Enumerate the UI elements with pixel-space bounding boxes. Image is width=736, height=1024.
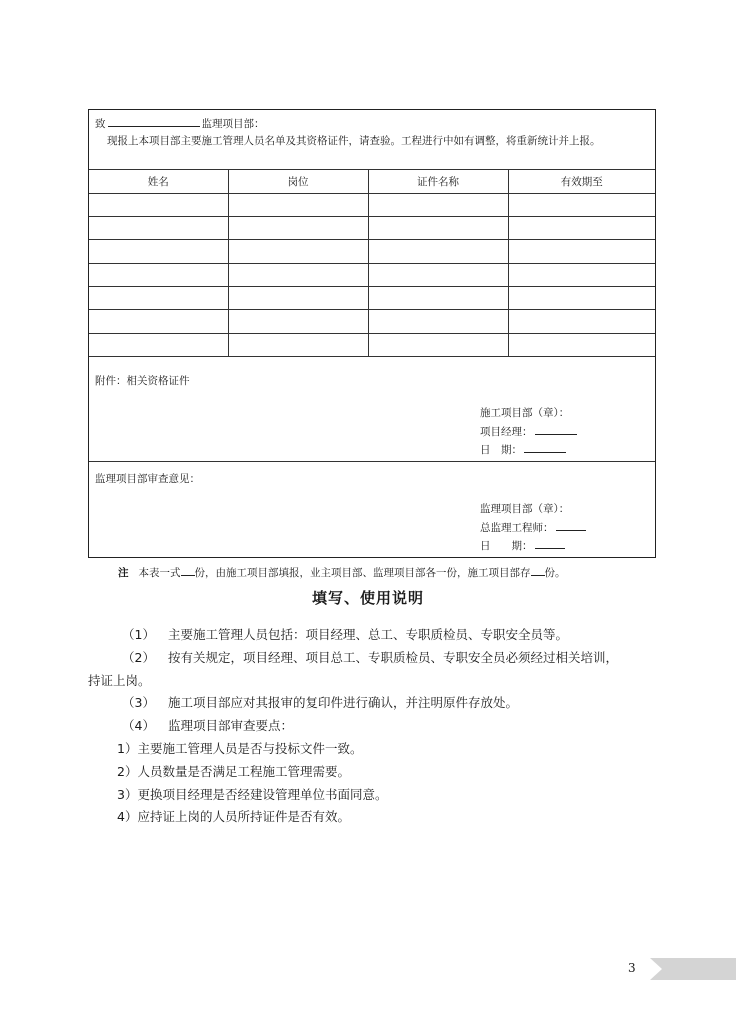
page-tab-arrow-icon	[650, 958, 736, 980]
table-cell[interactable]	[89, 310, 228, 333]
page-number: 3	[628, 961, 636, 975]
instruction-number: （3）	[122, 695, 155, 711]
supervisor-date-line	[480, 537, 586, 556]
review-point: 4）应持证上岗的人员所持证件是否有效。	[117, 809, 350, 825]
supervisor-stamp-label: 监理项目部（章）：	[480, 503, 570, 515]
personnel-table	[89, 170, 655, 357]
table-cell[interactable]	[368, 240, 508, 263]
table-cell[interactable]	[228, 217, 368, 240]
column-header-valid-until: 有效期至	[508, 170, 655, 193]
instruction-text: 主要施工管理人员包括：项目经理、总工、专职质检员、专职安全员等。	[168, 627, 569, 642]
kept-copies-blank[interactable]	[531, 565, 545, 576]
instructions-title: 填写、使用说明	[311, 589, 424, 607]
instruction-number: （2）	[122, 649, 155, 665]
table-cell[interactable]	[89, 217, 228, 240]
chief-engineer-label: 总监理工程师：	[480, 521, 554, 534]
table-cell[interactable]	[89, 263, 228, 286]
table-cell[interactable]	[368, 263, 508, 286]
table-row	[89, 333, 655, 356]
project-manager-line	[480, 423, 577, 442]
attachment-section	[89, 364, 655, 462]
table-cell[interactable]	[508, 333, 655, 356]
project-manager-label: 项目经理：	[480, 425, 533, 438]
addressee-prefix: 致	[95, 118, 106, 130]
table-row	[89, 263, 655, 286]
instruction-item	[88, 692, 668, 715]
review-label: 监理项目部审查意见：	[95, 473, 200, 485]
instruction-text: 施工项目部应对其报审的复印件进行确认，并注明原件存放处。	[168, 695, 519, 711]
supervisor-date-label: 日 期：	[480, 540, 533, 552]
instruction-item	[88, 624, 668, 647]
instructions-body	[88, 624, 668, 829]
copies-blank[interactable]	[181, 565, 195, 576]
table-cell[interactable]	[228, 263, 368, 286]
contractor-date-line	[480, 441, 577, 460]
table-cell[interactable]	[508, 217, 655, 240]
table-cell[interactable]	[508, 310, 655, 333]
column-header-certificate: 证件名称	[368, 170, 508, 193]
review-point: 3）更换项目经理是否经建设管理单位书面同意。	[117, 786, 388, 802]
addressee-line	[95, 115, 649, 133]
form-intro	[89, 110, 655, 170]
table-cell[interactable]	[508, 263, 655, 286]
instruction-item	[88, 647, 668, 670]
supervisor-review-section	[89, 462, 655, 557]
supervisor-date-blank[interactable]	[535, 537, 565, 549]
table-cell[interactable]	[368, 310, 508, 333]
table-header-row	[89, 170, 655, 193]
table-cell[interactable]	[368, 333, 508, 356]
table-cell[interactable]	[89, 333, 228, 356]
table-row	[89, 193, 655, 216]
chief-engineer-blank[interactable]	[556, 519, 586, 531]
review-point: 2）人员数量是否满足工程施工管理需要。	[117, 763, 350, 779]
table-cell[interactable]	[508, 240, 655, 263]
note-text-b: 份，由施工项目部填报，业主项目部、监理项目部各一份，施工项目部存	[194, 567, 531, 579]
table-cell[interactable]	[89, 240, 228, 263]
table-cell[interactable]	[368, 286, 508, 309]
table-row	[89, 217, 655, 240]
contractor-stamp-label: 施工项目部（章）：	[480, 407, 570, 419]
chief-engineer-line	[480, 519, 586, 538]
supervisor-signature-block	[480, 501, 586, 556]
table-cell[interactable]	[228, 333, 368, 356]
table-cell[interactable]	[508, 286, 655, 309]
column-header-name: 姓名	[89, 170, 228, 193]
note-label: 注	[118, 567, 129, 579]
project-manager-blank[interactable]	[535, 423, 577, 435]
note-text-c: 份。	[544, 567, 566, 579]
table-cell[interactable]	[228, 193, 368, 216]
instruction-number: （1）	[122, 627, 155, 642]
instruction-continuation: 持证上岗。	[88, 672, 151, 688]
table-cell[interactable]	[368, 193, 508, 216]
addressee-suffix: 监理项目部：	[201, 118, 265, 130]
table-cell[interactable]	[508, 193, 655, 216]
column-header-position: 岗位	[228, 170, 368, 193]
table-cell[interactable]	[228, 310, 368, 333]
instruction-number: （4）	[122, 718, 155, 734]
table-cell[interactable]	[228, 240, 368, 263]
instruction-item	[88, 715, 668, 738]
contractor-date-blank[interactable]	[524, 441, 566, 453]
instruction-text: 监理项目部审查要点：	[168, 718, 294, 734]
addressee-blank[interactable]	[108, 115, 200, 127]
table-cell[interactable]	[89, 286, 228, 309]
personnel-report-form	[88, 109, 656, 558]
intro-text: 现报上本项目部主要施工管理人员名单及其资格证件，请查验。工程进行中如有调整，将重新统计并上报。	[107, 135, 601, 147]
contractor-date-label: 日 期：	[480, 444, 522, 456]
note-text-a: 本表一式	[138, 567, 181, 579]
attachment-label: 附件：相关资格证件	[95, 375, 190, 387]
contractor-signature-block	[480, 405, 577, 460]
table-cell[interactable]	[89, 193, 228, 216]
table-row	[89, 310, 655, 333]
form-note	[118, 565, 566, 580]
table-row	[89, 286, 655, 309]
table-row	[89, 240, 655, 263]
table-cell[interactable]	[228, 286, 368, 309]
table-cell[interactable]	[368, 217, 508, 240]
review-point: 1）主要施工管理人员是否与投标文件一致。	[117, 740, 363, 756]
instruction-text: 按有关规定，项目经理、项目总工、专职质检员、专职安全员必须经过相关培训，	[168, 649, 619, 665]
